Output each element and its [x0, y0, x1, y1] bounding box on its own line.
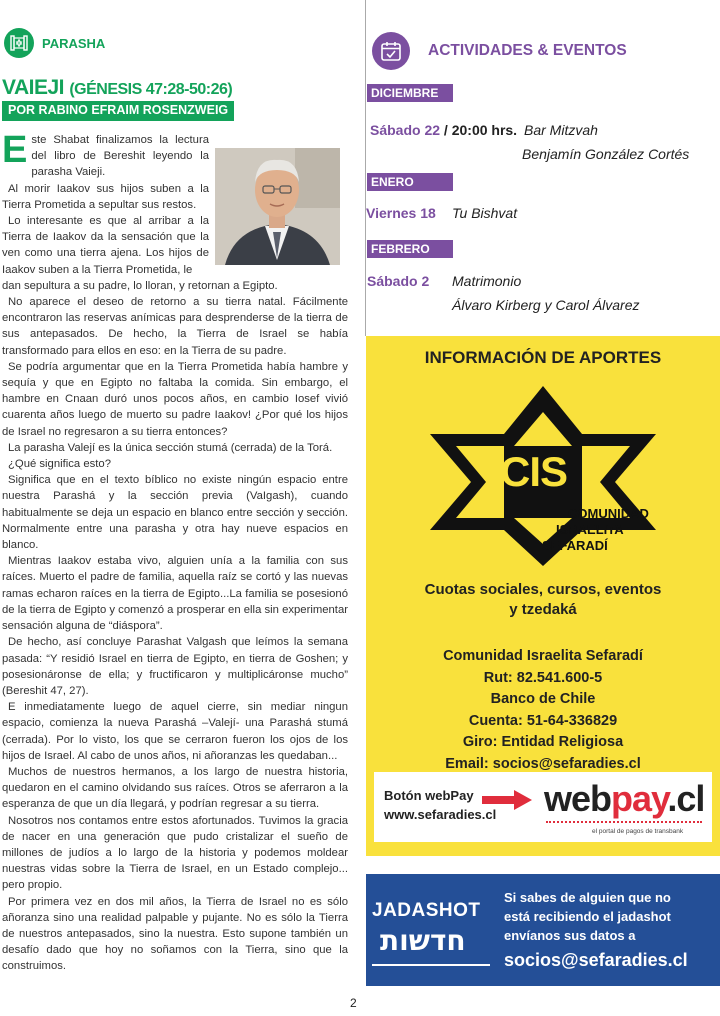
paragraph: ¿Qué significa esto? — [8, 458, 111, 471]
bank-line: Rut: 82.541.600-5 — [483, 669, 603, 686]
webpay-logo: webpay.cl — [544, 778, 705, 819]
event-name: Bar Mitzvah — [524, 122, 598, 138]
jadashot-email[interactable]: socios@sefaradies.cl — [504, 950, 688, 970]
parasha-section-header — [4, 28, 105, 58]
parasha-title — [2, 76, 232, 100]
logo-line: ISRAELITA — [556, 522, 624, 537]
page-number: 2 — [350, 996, 357, 1010]
contributions-title: INFORMACIÓN DE APORTES — [424, 348, 662, 367]
torah-scroll-icon — [4, 28, 34, 58]
paragraph: ste Shabat finalizamos la lectura del libro de Bereshit leyendo la parasha Vaieji. — [31, 134, 209, 179]
paragraph: Lo interesante es que al arribar a la Tierra de Iaakov da la sensación que la ven como una tierra ajena. Los hijos de Iaakov suben a la Tierra Prometida, le — [2, 215, 209, 276]
paragraph: dan sepultura a su padre, lo lloran, y retornan a Egipto. — [2, 279, 278, 292]
month-label-diciembre: DICIEMBRE — [367, 84, 453, 102]
event-person: Álvaro Kirberg y Carol Álvarez — [452, 297, 640, 313]
message-line: Si sabes de alguien que no — [504, 890, 671, 905]
section-label: PARASHA — [42, 35, 106, 51]
paragraph: Se podría argumentar que en la Tierra Prometida había hambre y sequía y que en Egipto no faltaba la comida. Sin embargo, el hambre en Cnaan duró unos pocos años, en cambio Iosef vivió cuarenta años luego de muerto su padre Iaakov! ¿Por qué los hijos de Israel no regresaron a su tierra entonces? — [2, 360, 348, 438]
message-line: envíanos sus datos a — [504, 928, 636, 943]
message-line: está recibiendo el jadashot — [504, 909, 671, 924]
events-title: ACTIVIDADES & EVENTOS — [428, 42, 627, 59]
paragraph: Significa que en el texto bíblico no existe ningún espacio entre nuestra Parashá y la sección previa (VaIgash), cuando habitualmente se deja un espacio en blanco entre sección y sección. Normalmente entre una parasha y otra hay nueve espacios en blanco. — [2, 474, 348, 552]
description-line: Cuotas sociales, cursos, eventos — [424, 581, 662, 598]
bank-line: Giro: Entidad Religiosa — [462, 734, 624, 750]
paragraph: Mientras Iaakov estaba vivo, alguien unía a la familia con sus raíces. Muerto el padre de familia, aquella raíz se cortó y las nuevas ramas echaron raíces en la tierra de Egipto...La familia se posesionó de la tierra de Egipto y comenzó a prosperar en ella sin experimentar sensación alguna de “diáspora”. — [2, 555, 348, 633]
jadashot-message — [504, 888, 671, 945]
event-time: 20:00 hrs. — [451, 122, 518, 138]
bank-details — [366, 646, 720, 775]
paragraph: E inmediatamente luego de aquel cierre, sin mediar ningun espacio, comienza la nueva Parashá –Valejí- una Parashá stumá (cerrada). Por lo visto, los que se cerraron fueron los ojos de los hijos de Israel. Al cabo de unos años, ni añoranzas les quedaban... — [2, 701, 348, 762]
cis-logo — [410, 386, 676, 571]
events-header — [372, 32, 627, 70]
jadashot-label: JADASHOT — [372, 900, 481, 921]
title-reference: (GÉNESIS 47:28-50:26) — [69, 81, 233, 98]
column-divider — [365, 0, 366, 336]
event-name: Tu Bishvat — [452, 205, 518, 221]
logo-letters: CIS — [500, 448, 568, 495]
title-main: VAIEJI — [2, 76, 64, 99]
description-line: y tzedaká — [509, 601, 577, 618]
paragraph: Muchos de nuestros hermanos, a los largo de nuestra historia, quedaron en el camino olvidando sus raíces. Otros se aferraron a la esperanza de que un día llegará, y podrían regresar a su tierra. — [2, 765, 348, 811]
event-day: Sábado 22 — [370, 122, 441, 138]
logo-line: SEFARADÍ — [542, 538, 608, 553]
paragraph: De hecho, así concluye Parashat Valgash que leímos la semana pasada: “Y residió Israel en tierra de Egipto, en tierra de Goshen; y posesionáronse de ella; y fructificaron y multiplicáronse mucho” (Bereshit 47, 27). — [2, 636, 348, 697]
webpay-label: Botón webPay — [384, 788, 474, 803]
paragraph: Por primera vez en dos mil años, la Tierra de Israel no es sólo añoranza sino una realidad palpable y pujante. No es sólo la Tierra de nuestros antepasados, sino la nuestra. Esto supone también un desafío dado que hoy no soñamos con la Tierra, sino que la construimos. — [2, 895, 348, 973]
jadashot-underline — [372, 964, 490, 966]
bank-line: Cuenta: 51-64-336829 — [468, 712, 618, 729]
webpay-label-block — [384, 786, 496, 824]
event-day: Sábado 2 — [367, 273, 430, 289]
contributions-description — [366, 580, 720, 620]
month-label-febrero: FEBRERO — [367, 240, 453, 258]
bank-line: Comunidad Israelita Sefaradí — [443, 648, 643, 664]
jadashot-hebrew: חדשות — [380, 924, 466, 957]
logo-line: COMUNIDAD — [568, 506, 649, 521]
arrow-right-icon — [482, 790, 532, 810]
month-label-enero: ENERO — [367, 173, 453, 191]
contributions-panel — [366, 336, 720, 856]
paragraph: La parasha Valejí es la única sección stumá (cerrada) de la Torá. — [8, 441, 333, 454]
calendar-icon — [372, 32, 410, 70]
webpay-dotted-line — [546, 821, 702, 823]
bank-line: Banco de Chile — [490, 691, 596, 707]
event-date — [370, 122, 517, 138]
event-day: Viernes 18 — [366, 205, 436, 221]
article-intro — [2, 129, 209, 278]
article-body — [2, 129, 348, 975]
paragraph: Nosotros nos contamos entre estos afortunados. Tuvimos la gracia de nacer en una generación que pudo cristalizar el sueño de millones de judíos a lo largo de la historia y podemos moldear nuestras vidas sobre la Tierra de Israel, en un Estado complejo... pero propio. — [2, 814, 348, 892]
webpay-url[interactable]: www.sefaradies.cl — [384, 807, 497, 822]
parasha-column — [0, 0, 352, 1000]
jadashot-banner — [366, 874, 720, 986]
event-separator: / — [440, 122, 452, 138]
webpay-tagline: el portal de pagos de transbank — [592, 828, 684, 835]
paragraph: No aparece el deseo de retorno a su tierra natal. Fácilmente encontraron las reservas anímicas para desprenderse de la tierra de sus antepasados. De hecho, la Tierra de Israel se había transformado para ellos en eso: en la Tierra de su padre. — [2, 296, 348, 357]
webpay-box[interactable] — [374, 772, 712, 842]
author-byline: POR RABINO EFRAIM ROSENZWEIG — [2, 101, 234, 121]
event-person: Benjamín González Cortés — [522, 146, 690, 162]
paragraph: Al morir Iaakov sus hijos suben a la Tierra Prometida a sepultar sus restos. — [2, 182, 209, 211]
event-name: Matrimonio — [452, 273, 522, 289]
drop-cap: E — [2, 129, 28, 171]
bank-email[interactable]: Email: socios@sefaradies.cl — [445, 755, 641, 772]
